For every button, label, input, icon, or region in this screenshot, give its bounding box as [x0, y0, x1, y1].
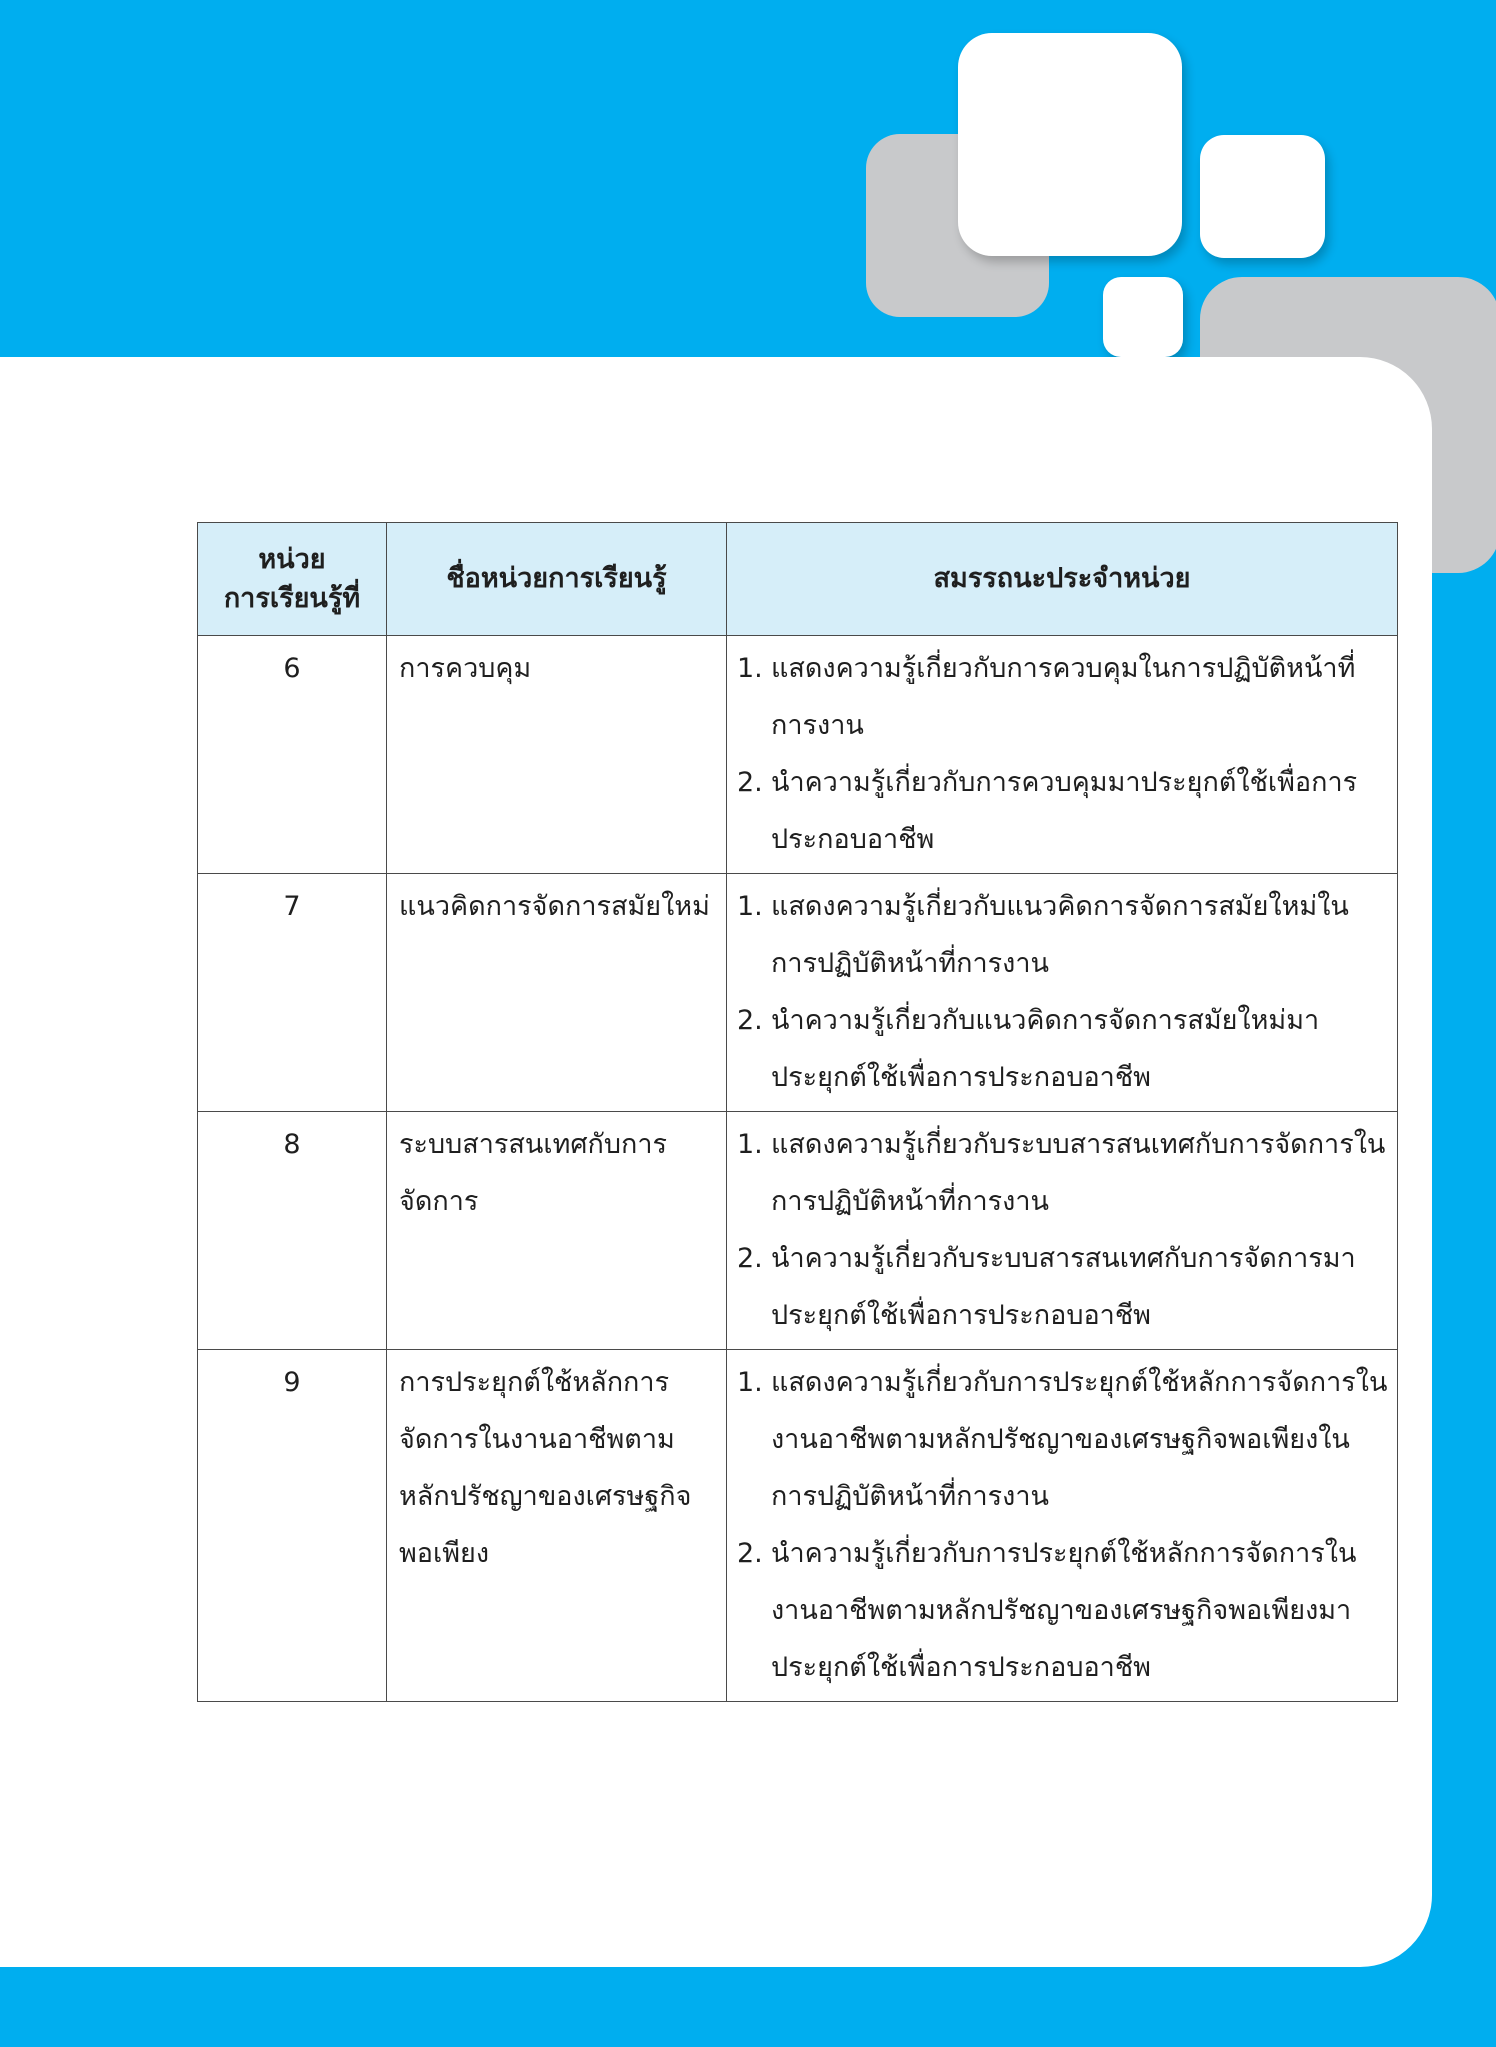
competency-list — [737, 640, 1389, 868]
header-unit-number: หน่วย การเรียนรู้ที่ — [198, 523, 387, 636]
competency-list — [737, 878, 1389, 1106]
competency-number: 1. — [737, 1367, 763, 1398]
unit-competencies — [727, 1350, 1398, 1702]
unit-name: การควบคุม — [387, 636, 727, 874]
competency-number: 1. — [737, 1129, 763, 1160]
table-row — [198, 636, 1398, 874]
decorative-square-white-large — [958, 33, 1182, 256]
table-row — [198, 1350, 1398, 1702]
unit-competencies — [727, 1112, 1398, 1350]
competency-text: แสดงความรู้เกี่ยวกับระบบสารสนเทศกับการจัดการในการปฏิบัติหน้าที่การงาน — [771, 1129, 1386, 1217]
competency-table — [197, 522, 1398, 1702]
competency-text: นำความรู้เกี่ยวกับการประยุกต์ใช้หลักการจัดการในงานอาชีพตามหลักปรัชญาของเศรษฐกิจพอเพียงมาประยุกต์ใช้เพื่อการประกอบอาชีพ — [771, 1538, 1357, 1683]
competency-number: 1. — [737, 653, 763, 684]
competency-item — [737, 992, 1389, 1106]
unit-name: การประยุกต์ใช้หลักการจัดการในงานอาชีพตามหลักปรัชญาของเศรษฐกิจพอเพียง — [387, 1350, 727, 1702]
unit-competencies — [727, 636, 1398, 874]
competency-number: 2. — [737, 1005, 763, 1036]
decorative-square-white-right — [1200, 135, 1325, 258]
competency-text: นำความรู้เกี่ยวกับแนวคิดการจัดการสมัยใหม่มาประยุกต์ใช้เพื่อการประกอบอาชีพ — [771, 1005, 1320, 1093]
unit-number: 7 — [198, 874, 387, 1112]
unit-competencies — [727, 874, 1398, 1112]
competency-text: แสดงความรู้เกี่ยวกับแนวคิดการจัดการสมัยใหม่ในการปฏิบัติหน้าที่การงาน — [771, 891, 1349, 979]
header-unit-name: ชื่อหน่วยการเรียนรู้ — [387, 523, 727, 636]
header-competency: สมรรถนะประจำหน่วย — [727, 523, 1398, 636]
table-header-row — [198, 523, 1398, 636]
competency-item — [737, 1116, 1389, 1230]
competency-item — [737, 640, 1389, 754]
competency-text: นำความรู้เกี่ยวกับการควบคุมมาประยุกต์ใช้เพื่อการประกอบอาชีพ — [771, 767, 1358, 855]
competency-item — [737, 1354, 1389, 1525]
unit-name: แนวคิดการจัดการสมัยใหม่ — [387, 874, 727, 1112]
competency-item — [737, 1525, 1389, 1696]
table-row — [198, 1112, 1398, 1350]
competency-text: แสดงความรู้เกี่ยวกับการควบคุมในการปฏิบัติหน้าที่การงาน — [771, 653, 1356, 741]
competency-text: นำความรู้เกี่ยวกับระบบสารสนเทศกับการจัดการมาประยุกต์ใช้เพื่อการประกอบอาชีพ — [771, 1243, 1356, 1331]
competency-item — [737, 878, 1389, 992]
competency-item — [737, 754, 1389, 868]
competency-list — [737, 1354, 1389, 1696]
competency-list — [737, 1116, 1389, 1344]
competency-number: 2. — [737, 1243, 763, 1274]
table-body — [198, 636, 1398, 1702]
unit-number: 8 — [198, 1112, 387, 1350]
competency-number: 1. — [737, 891, 763, 922]
competency-item — [737, 1230, 1389, 1344]
table-row — [198, 874, 1398, 1112]
competency-number: 2. — [737, 1538, 763, 1569]
decorative-square-white-small — [1103, 277, 1183, 357]
unit-number: 9 — [198, 1350, 387, 1702]
competency-text: แสดงความรู้เกี่ยวกับการประยุกต์ใช้หลักการจัดการในงานอาชีพตามหลักปรัชญาของเศรษฐกิจพอเพียงในการปฏิบัติหน้าที่การงาน — [771, 1367, 1388, 1512]
unit-name: ระบบสารสนเทศกับการจัดการ — [387, 1112, 727, 1350]
competency-number: 2. — [737, 767, 763, 798]
unit-number: 6 — [198, 636, 387, 874]
